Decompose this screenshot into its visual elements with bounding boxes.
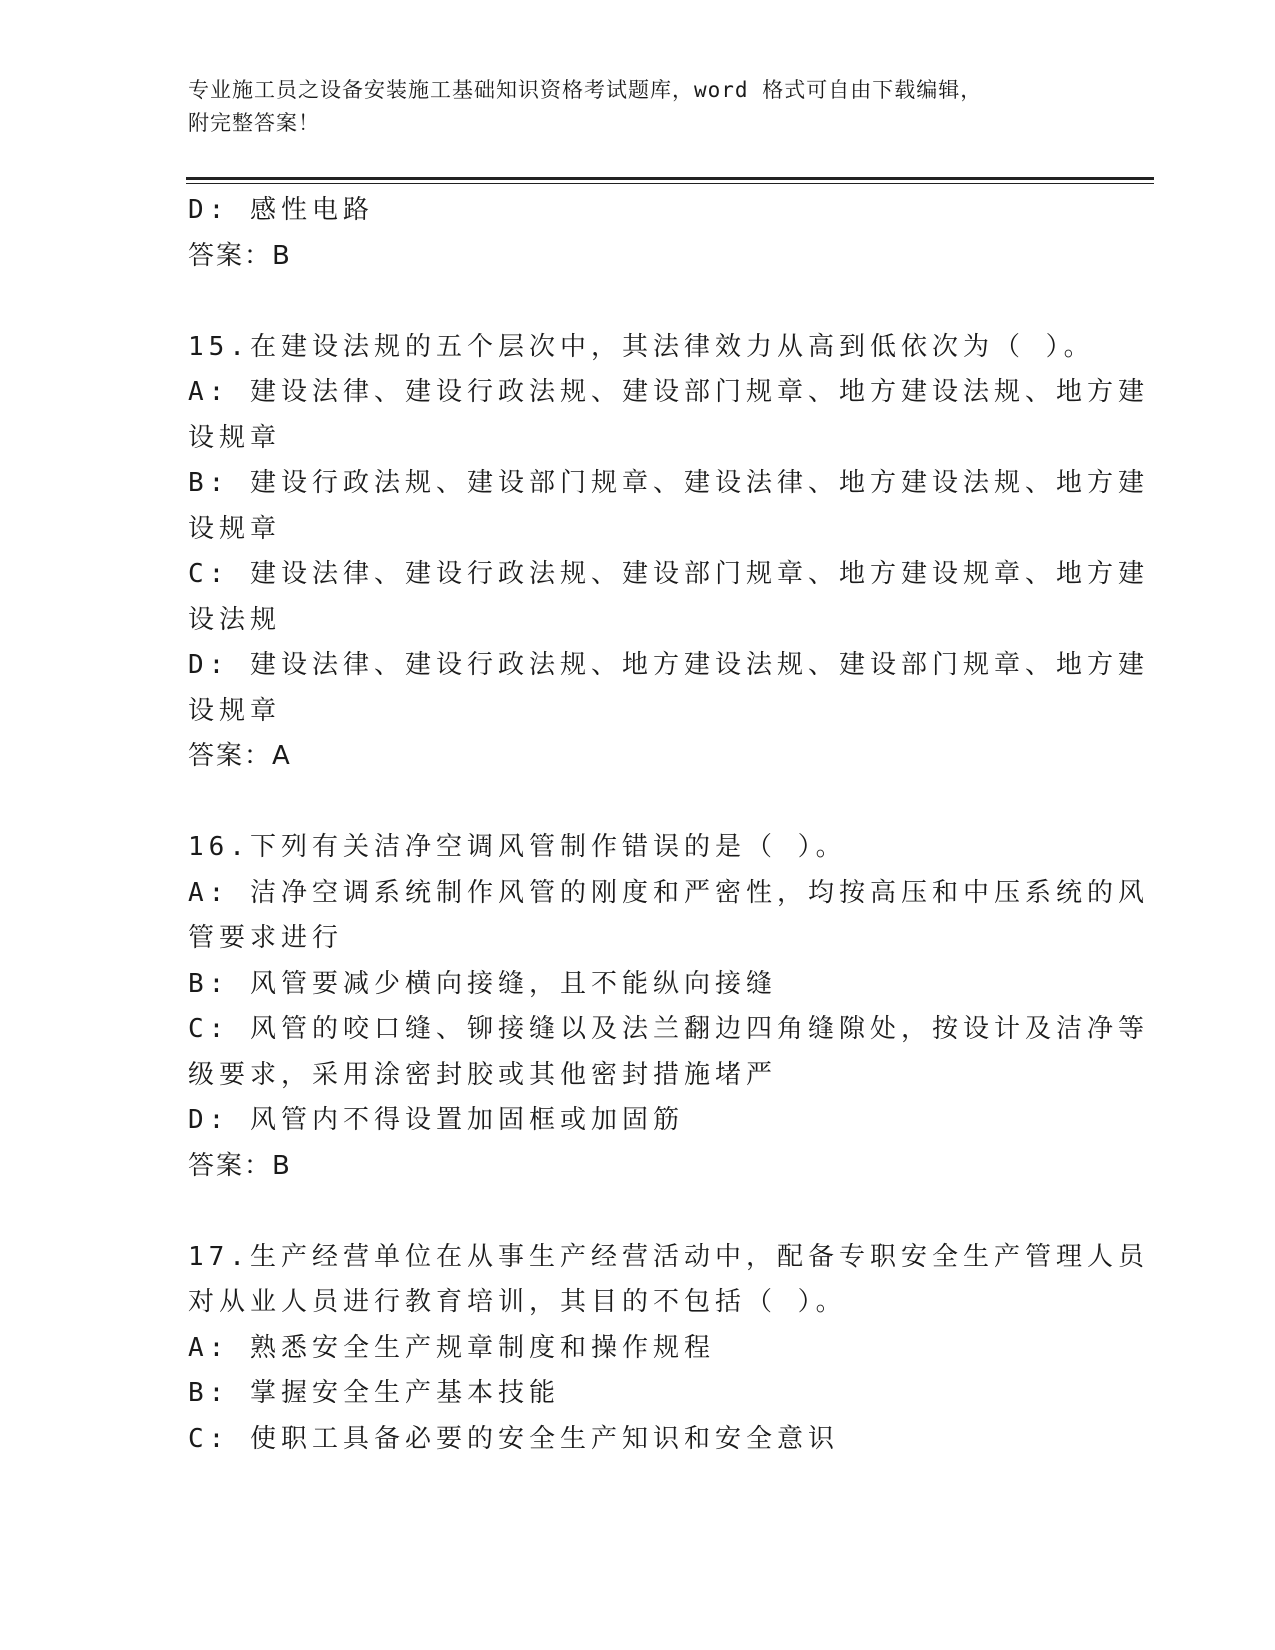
answer: 答案：B: [188, 1150, 292, 1181]
question-17: [188, 1235, 1149, 1463]
option-a-continued: 管要求进行: [188, 923, 344, 953]
option-a: A: 建设法律、建设行政法规、建设部门规章、地方建设法规、地方建: [188, 377, 1149, 407]
option-d: D: 建设法律、建设行政法规、地方建设法规、建设部门规章、地方建: [188, 650, 1149, 680]
header-divider-thick: [186, 177, 1154, 180]
option-c-continued: 级要求，采用涂密封胶或其他密封措施堵严: [188, 1059, 778, 1090]
question-16: [188, 825, 1149, 1189]
header-line-2: 附完整答案！: [188, 111, 320, 135]
question-stem: 17.生产经营单位在从事生产经营活动中，配备专职安全生产管理人员: [188, 1241, 1149, 1272]
question-stem-continued: 对从业人员进行教育培训，其目的不包括（ ）。: [188, 1287, 847, 1317]
question-stem: 15.在建设法规的五个层次中，其法律效力从高到低依次为（ ）。: [188, 331, 1095, 362]
header-divider-thin: [186, 183, 1154, 184]
option-a: A: 洁净空调系统制作风管的刚度和严密性，均按高压和中压系统的风: [188, 877, 1149, 908]
option-d: D: 感性电路: [188, 195, 374, 225]
option-c: C: 风管的咬口缝、铆接缝以及法兰翻边四角缝隙处，按设计及洁净等: [188, 1014, 1149, 1044]
option-c-continued: 设法规: [188, 604, 282, 635]
option-c: C: 建设法律、建设行政法规、建设部门规章、地方建设规章、地方建: [188, 559, 1149, 589]
spacer: [188, 780, 1088, 826]
option-b-continued: 设规章: [188, 513, 282, 544]
option-a: A: 熟悉安全生产规章制度和操作规程: [188, 1332, 715, 1363]
answer: 答案：A: [188, 741, 292, 771]
question-stem: 16.下列有关洁净空调风管制作错误的是（ ）。: [188, 832, 847, 862]
option-b: B: 风管要减少横向接缝，且不能纵向接缝: [188, 968, 777, 999]
option-c: C: 使职工具备必要的安全生产知识和安全意识: [188, 1423, 839, 1454]
question-15: [188, 325, 1149, 780]
header-line-1: 专业施工员之设备安装施工基础知识资格考试题库，word 格式可自由下载编辑，: [188, 78, 983, 102]
answer: 答案：B: [188, 240, 292, 271]
spacer: [188, 279, 1088, 325]
option-d: D: 风管内不得设置加固框或加固筋: [188, 1105, 684, 1135]
question-14: [188, 188, 1088, 279]
document-header: [188, 74, 1088, 140]
option-d-continued: 设规章: [188, 695, 282, 726]
option-a-continued: 设规章: [188, 422, 282, 453]
spacer: [188, 1189, 1088, 1235]
question-list: [188, 188, 1149, 1462]
option-b: B: 掌握安全生产基本技能: [188, 1378, 560, 1408]
option-b: B: 建设行政法规、建设部门规章、建设法律、地方建设法规、地方建: [188, 468, 1149, 498]
